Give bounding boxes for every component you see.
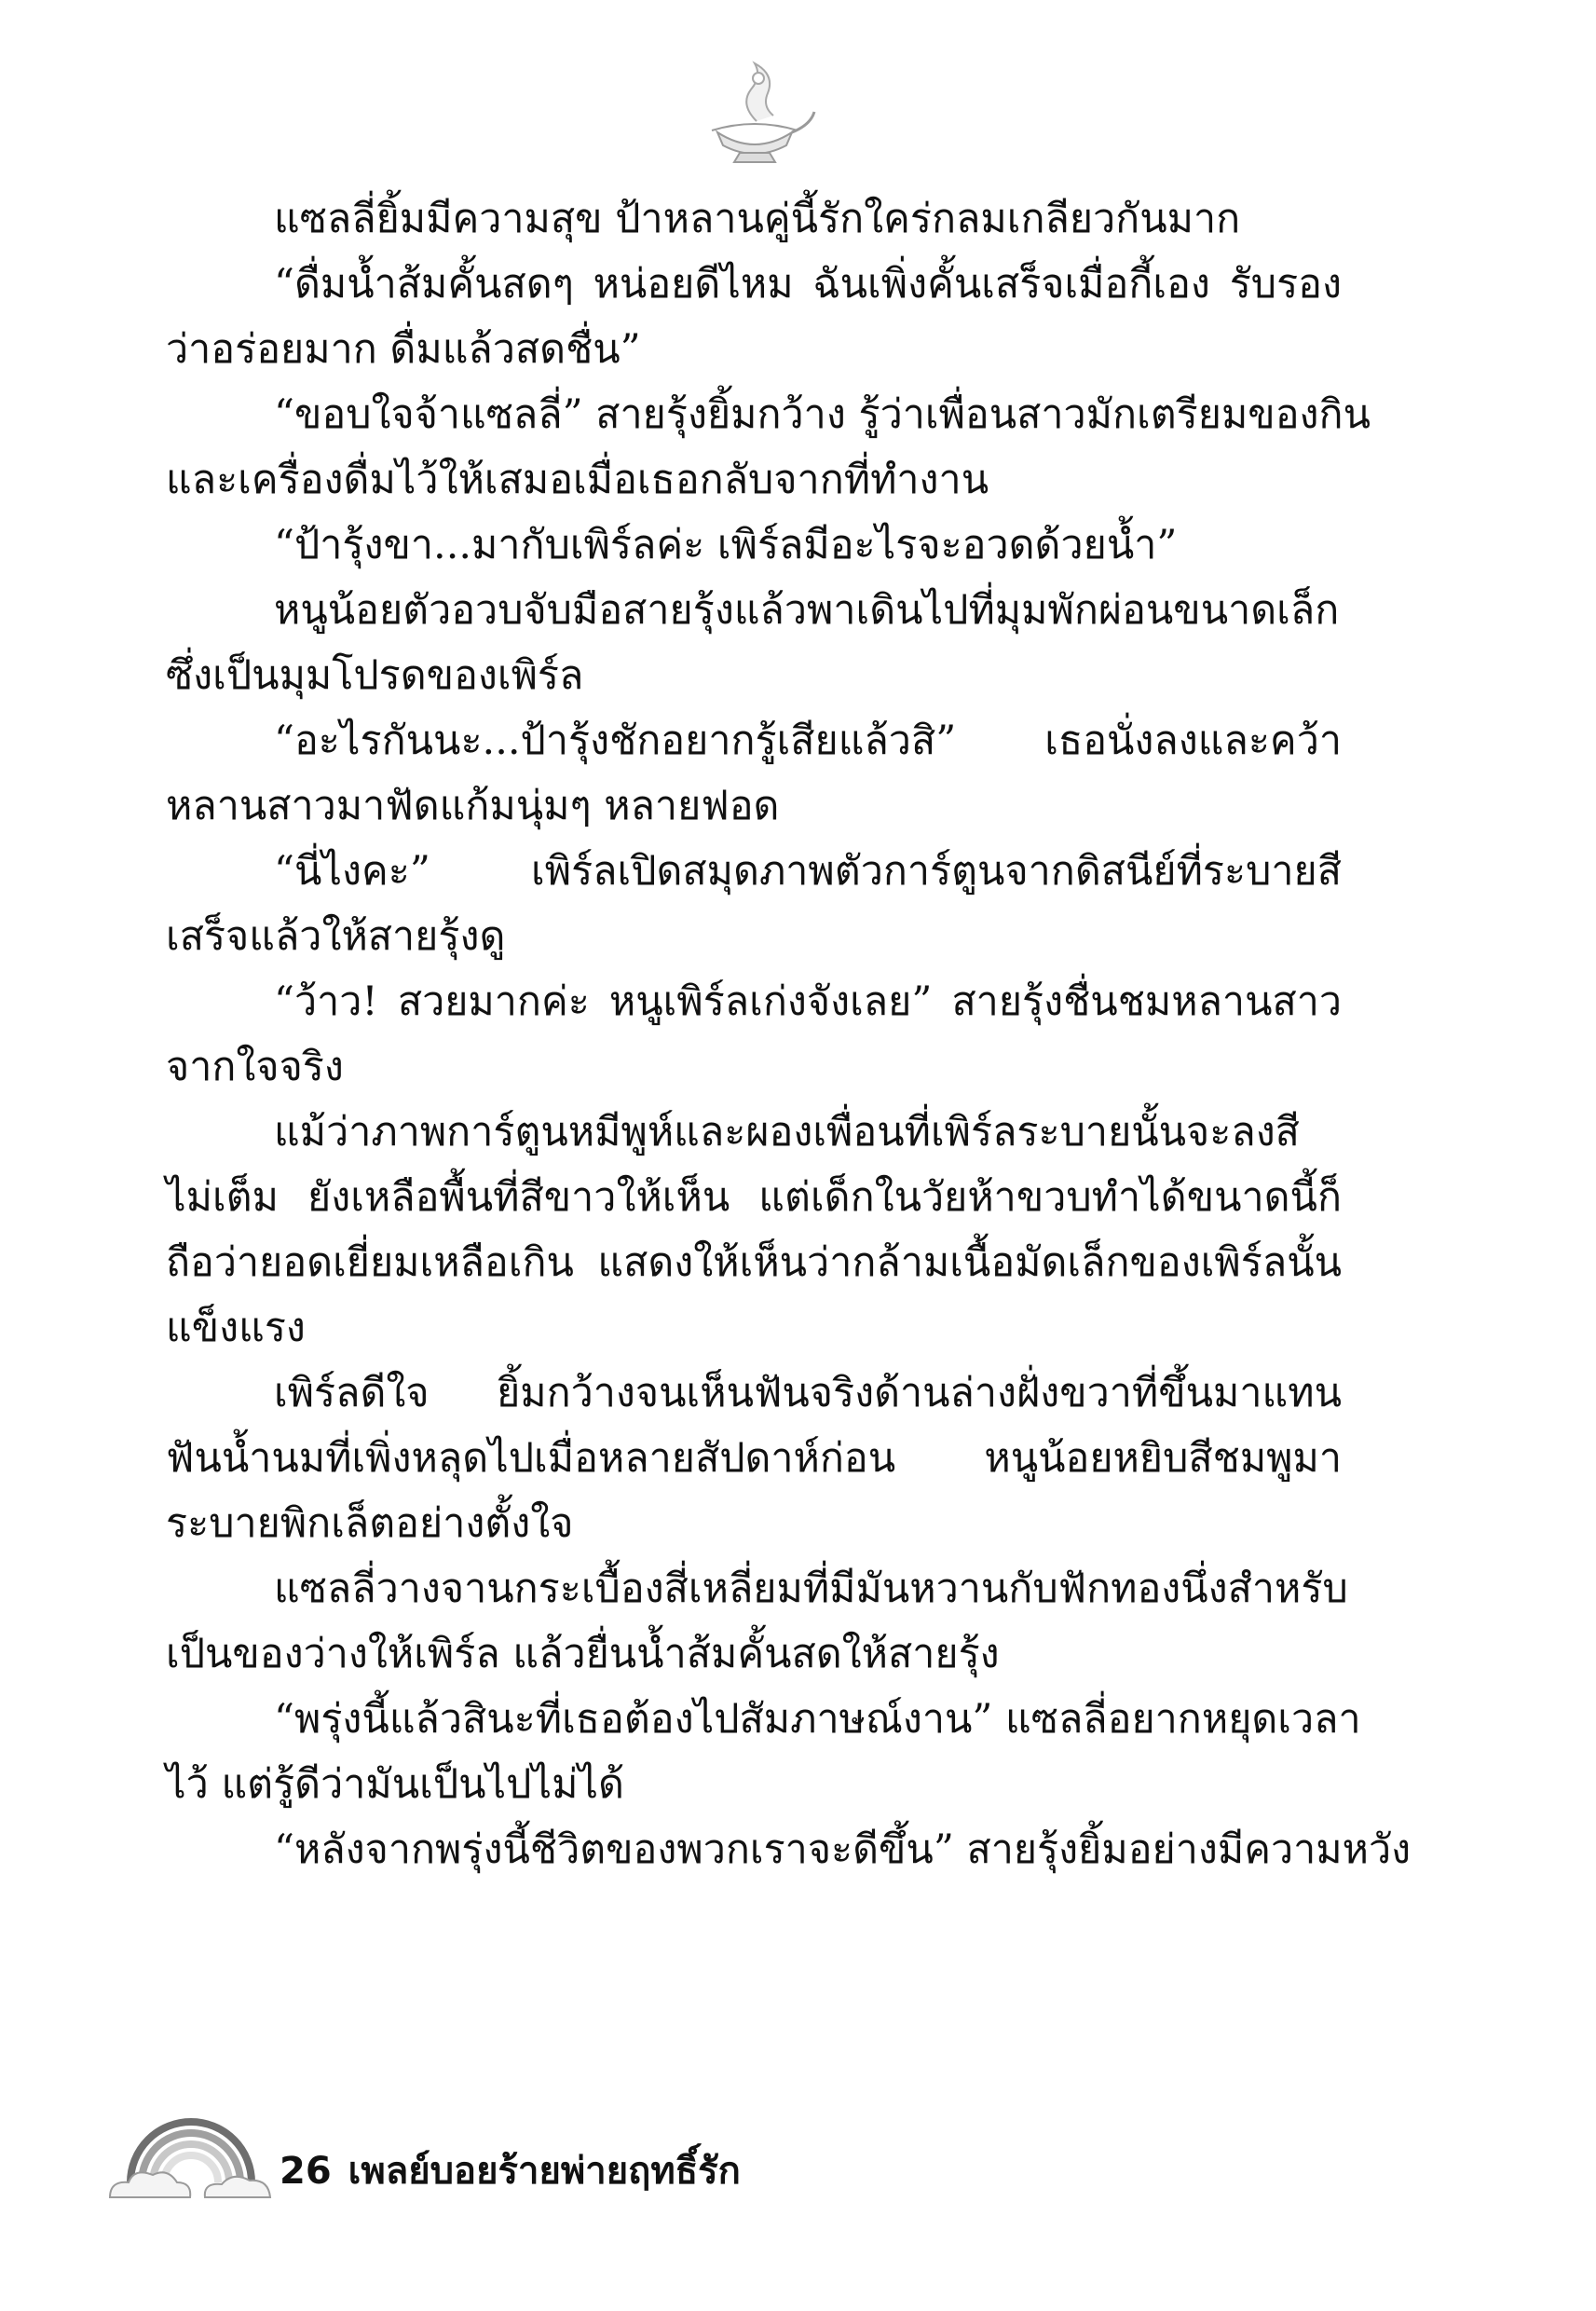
text-line: ถือว่ายอดเยี่ยมเหลือเกิน แสดงให้เห็นว่ากล้ามเนื้อมัดเล็กของเพิร์ลนั้น [166, 1239, 1342, 1286]
book-title: เพลย์บอยร้ายพ่ายฤทธิ์รัก [348, 2150, 741, 2193]
text-line: หลานสาวมาฟัดแก้มนุ่มๆ หลายฟอด [166, 783, 780, 829]
text-line: เพิร์ลดีใจ ยิ้มกว้างจนเห็นฟันจริงด้านล่างฝั่งขวาที่ขึ้นมาแทน [274, 1370, 1342, 1416]
text-line: จากใจจริง [166, 1044, 344, 1090]
rainbow-cloud-icon [102, 2108, 280, 2210]
text-line: ว่าอร่อยมาก ดื่มแล้วสดชื่น” [166, 326, 641, 373]
text-line: “อะไรกันนะ...ป้ารุ้งชักอยากรู้เสียแล้วสิ” เธอนั่งลงและคว้า [274, 718, 1342, 764]
text-line: และเครื่องดื่มไว้ให้เสมอเมื่อเธอกลับจากที่ทำงาน [166, 457, 989, 503]
text-line: หนูน้อยตัวอวบจับมือสายรุ้งแล้วพาเดินไปที่มุมพักผ่อนขนาดเล็ก [274, 587, 1340, 634]
text-line: ฟันน้ำนมที่เพิ่งหลุดไปเมื่อหลายสัปดาห์ก่อน หนูน้อยหยิบสีชมพูมา [166, 1435, 1342, 1482]
text-line: แม้ว่าภาพการ์ตูนหมีพูห์และผองเพื่อนที่เพิร์ลระบายนั้นจะลงสี [274, 1109, 1300, 1156]
text-line: “นี่ไงคะ” เพิร์ลเปิดสมุดภาพตัวการ์ตูนจากดิสนีย์ที่ระบายสี [274, 848, 1342, 895]
text-line: “ว้าว! สวยมากค่ะ หนูเพิร์ลเก่งจังเลย” สายรุ้งชื่นชมหลานสาว [274, 978, 1342, 1025]
page-number: 26 [280, 2150, 332, 2193]
page-footer [280, 2143, 741, 2199]
text-line: ไม่เต็ม ยังเหลือพื้นที่สีขาวให้เห็น แต่เด็กในวัยห้าขวบทำได้ขนาดนี้ก็ [166, 1174, 1342, 1221]
text-line: เป็นของว่างให้เพิร์ล แล้วยื่นน้ำส้มคั้นสดให้สายรุ้ง [166, 1631, 1000, 1677]
text-line: ซึ่งเป็นมุมโปรดของเพิร์ล [166, 652, 584, 699]
text-line: “ดื่มน้ำส้มคั้นสดๆ หน่อยดีไหม ฉันเพิ่งคั้นเสร็จเมื่อกี้เอง รับรอง [274, 261, 1342, 308]
text-line: ไว้ แต่รู้ดีว่ามันเป็นไปไม่ได้ [166, 1761, 624, 1808]
text-line: “ป้ารุ้งขา...มากับเพิร์ลค่ะ เพิร์ลมีอะไรจะอวดด้วยน้ำ” [274, 522, 1178, 568]
magic-lamp-icon [689, 56, 820, 168]
text-line: “หลังจากพรุ่งนี้ชีวิตของพวกเราจะดีขึ้น” สายรุ้งยิ้มอย่างมีความหวัง [274, 1826, 1412, 1873]
text-line: แซลลี่ยิ้มมีความสุข ป้าหลานคู่นี้รักใคร่กลมเกลียวกันมาก [274, 196, 1241, 242]
text-line: “ขอบใจจ้าแซลลี่” สายรุ้งยิ้มกว้าง รู้ว่าเพื่อนสาวมักเตรียมของกิน [274, 391, 1371, 438]
text-line: ระบายพิกเล็ตอย่างตั้งใจ [166, 1500, 574, 1547]
text-line: เสร็จแล้วให้สายรุ้งดู [166, 913, 506, 960]
text-line: แซลลี่วางจานกระเบื้องสี่เหลี่ยมที่มีมันหวานกับฟักทองนึ่งสำหรับ [274, 1566, 1348, 1612]
body-text [166, 186, 1412, 1882]
text-line: แข็งแรง [166, 1305, 306, 1351]
text-line: “พรุ่งนี้แล้วสินะที่เธอต้องไปสัมภาษณ์งาน” แซลลี่อยากหยุดเวลา [274, 1696, 1361, 1743]
